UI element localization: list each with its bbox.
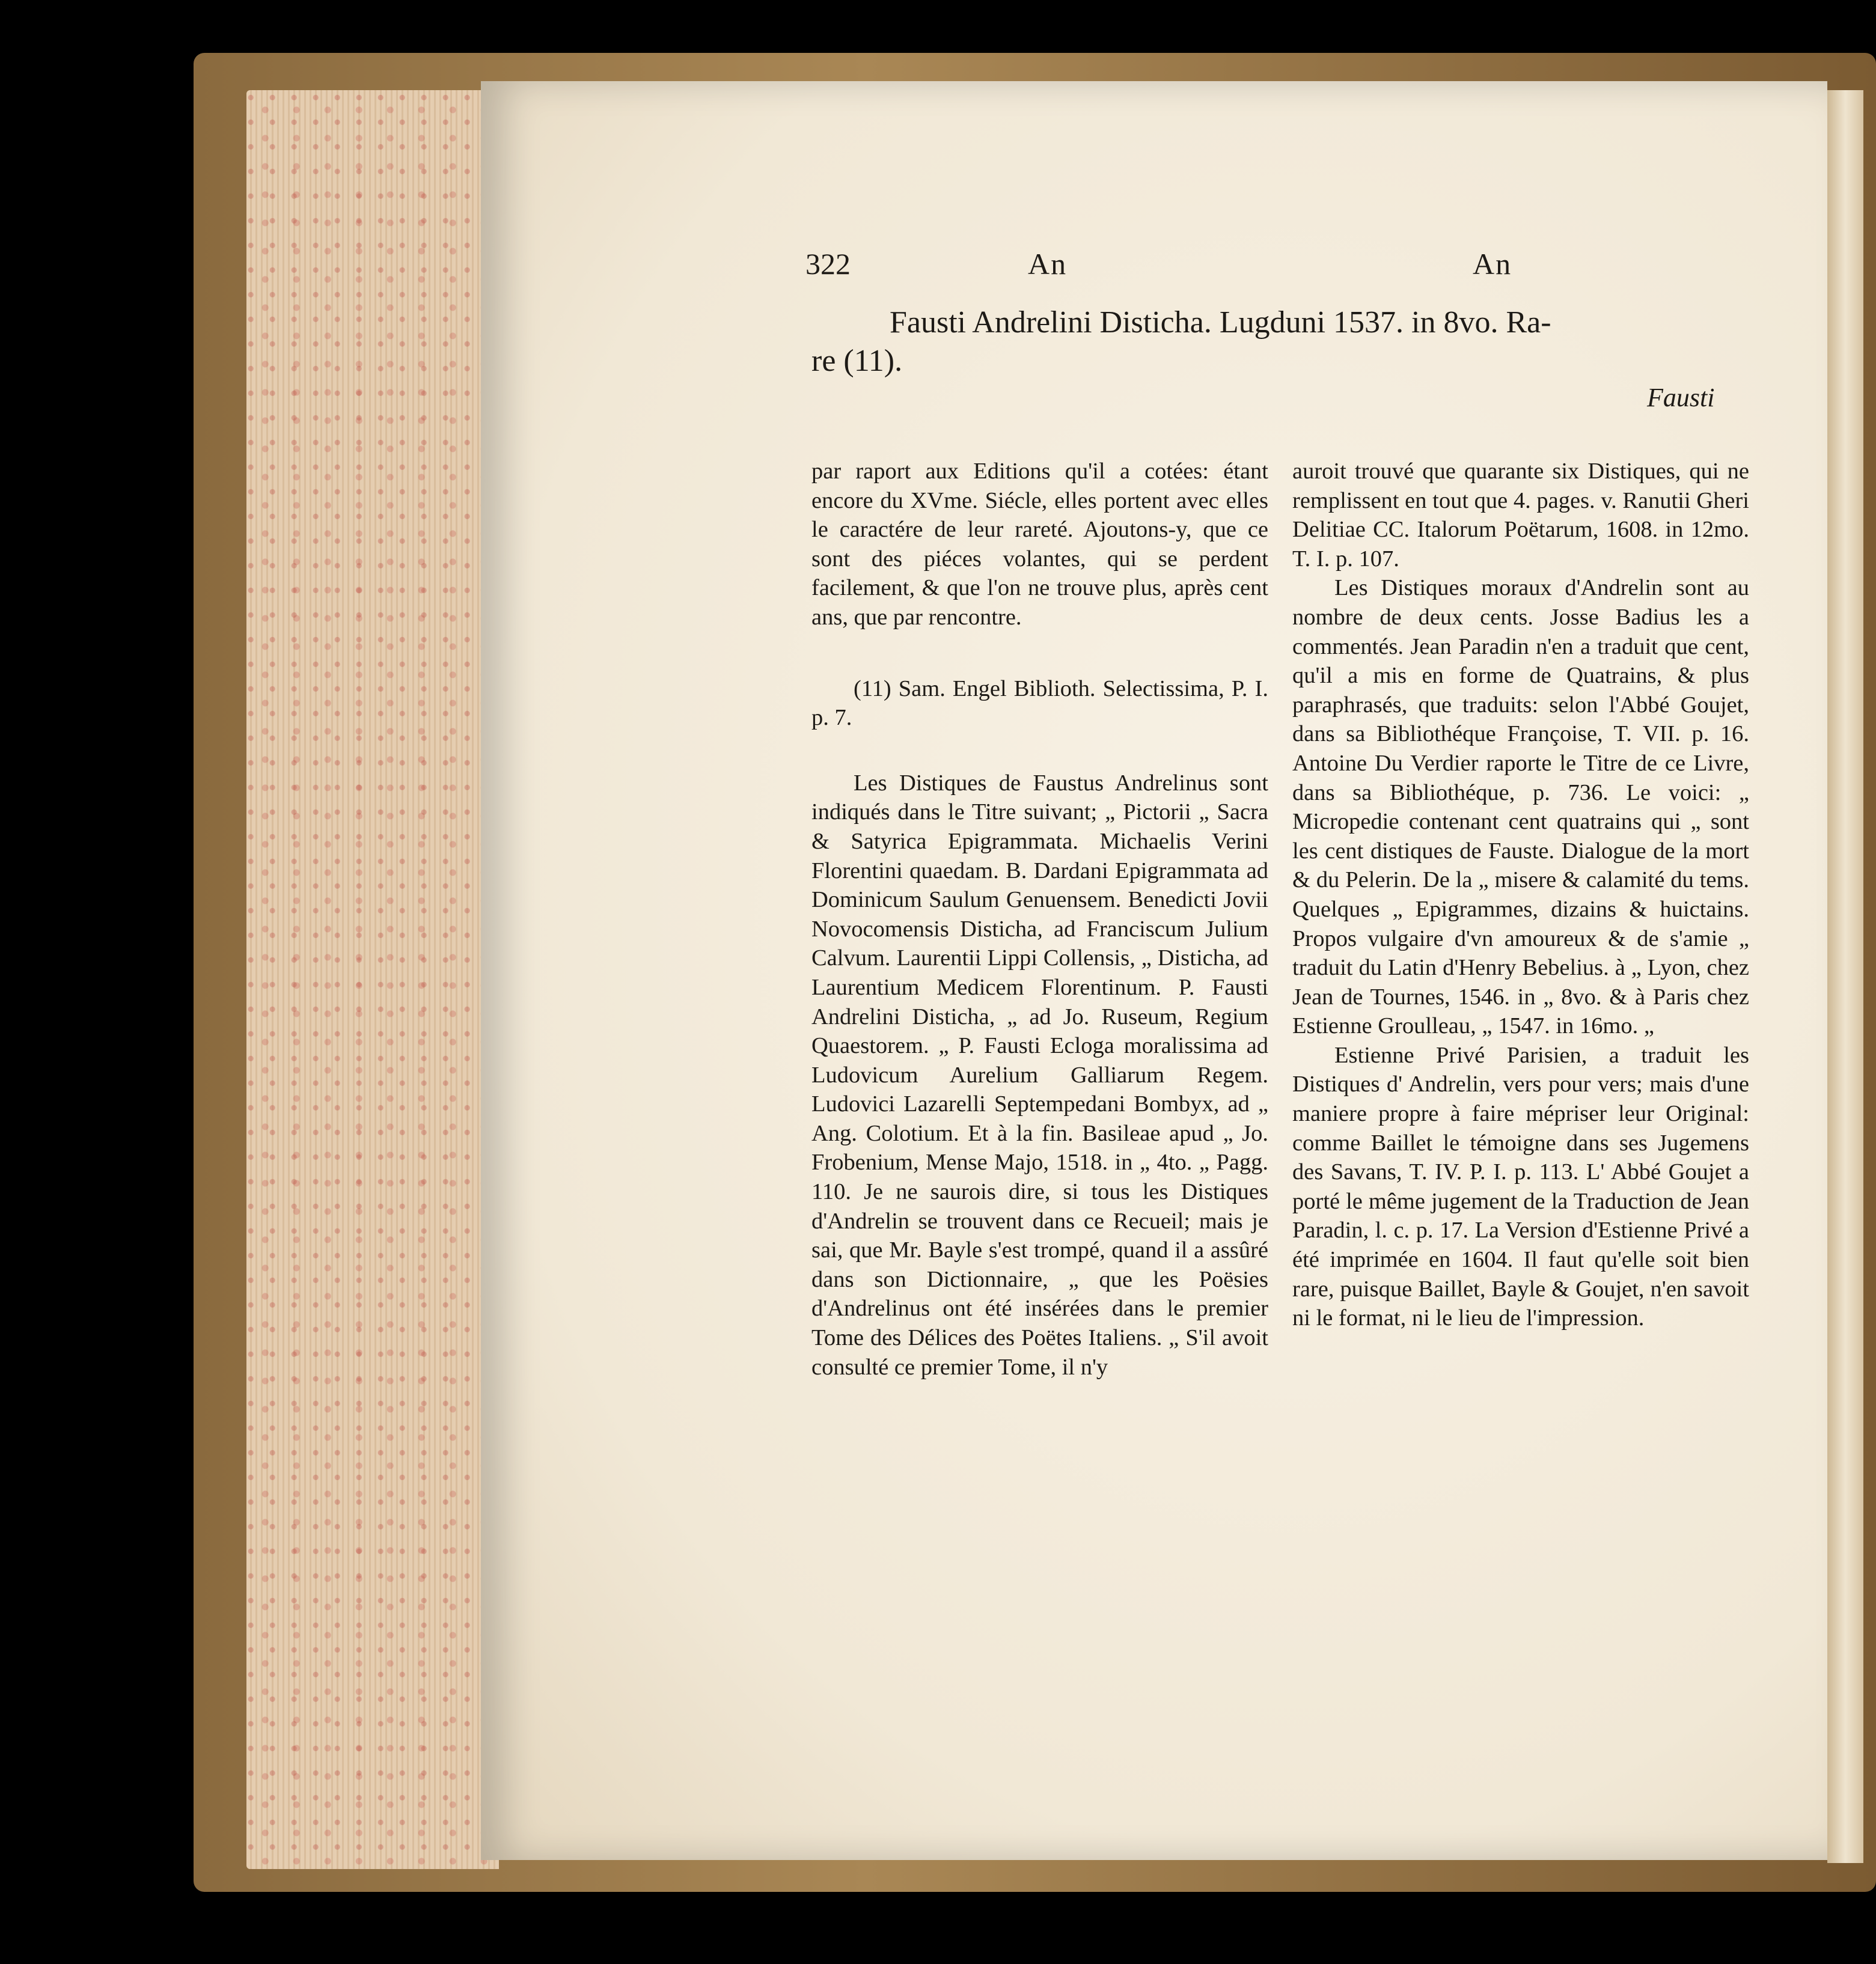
entry-title-line1: Fausti Andrelini Disticha. Lugduni 1537. in 8vo. Ra- xyxy=(890,305,1551,340)
right-paragraph-1: auroit trouvé que quarante six Distiques, qui ne remplissent en tout que 4. pages. v. Ranutii Gheri Delitiae CC. Italorum Poëtarum, 1608. in 12mo. T. I. p. 107. xyxy=(1292,459,1749,572)
footnote-11: (11) Sam. Engel Biblioth. Selectissima, P. I. p. 7. xyxy=(811,676,1268,731)
left-column xyxy=(811,457,1268,1382)
catchword: Fausti xyxy=(1647,383,1715,412)
right-column xyxy=(1292,457,1749,1333)
left-paragraph-2: Les Distiques de Faustus Andrelinus sont indiqués dans le Titre suivant; „ Pictorii „ Sacra & Satyrica Epigrammata. Michaelis Verini Florentini quaedam. B. Dardani Epigrammata ad Dominicum Saulum Genuensem. Benedicti Jovii Novocomensis Disticha, ad Franciscum Julium Calvum. Laurentii Lippi Collensis, „ Disticha, ad Laurentium Medicem Florentinum. P. Fausti Andrelini Disticha, „ ad Jo. Ruseum, Regium Quaestorem. „ P. Fausti Ecloga moralissima ad Ludovicum Aurelium Galliarum Regem. Ludovici Lazarelli Septempedani Bombyx, ad „ Ang. Colotium. Et à la fin. Basileae apud „ Jo. Frobenium, Mense Majo, 1518. in „ 4to. „ Pagg. 110. Je ne saurois dire, si tous les Distiques d'Andrelin se trouvent dans ce Recueil; mais je sai, que Mr. Bayle s'est trompé, quand il a assûré dans son Dictionnaire, „ que les Poësies d'Andrelinus ont été insérées dans le premier Tome des Délices des Poëtes Italiens. „ S'il avoit consulté ce premier Tome, il n'y xyxy=(811,770,1268,1380)
facing-page-edge xyxy=(1827,90,1863,1863)
page-block-edges xyxy=(246,90,499,1869)
right-paragraph-3: Estienne Privé Parisien, a traduit les Distiques d' Andrelin, vers pour vers; mais d'une maniere propre à faire mépriser leur Original: comme Baillet le témoigne dans ses Jugemens des Savans, T. IV. P. I. p. 113. L' Abbé Goujet a porté le même jugement de la Traduction de Jean Paradin, l. c. p. 17. La Version d'Estienne Privé a été imprimée en 1604. Il faut qu'elle soit bien rare, puisque Baillet, Bayle & Goujet, n'en savoit ni le format, ni le lieu de l'impression. xyxy=(1292,1042,1749,1331)
running-head-right: An xyxy=(1473,247,1512,281)
right-paragraph-2: Les Distiques moraux d'Andrelin sont au nombre de deux cents. Josse Badius les a commentés. Jean Paradin n'en a traduit que cent, qu'il a mis en forme de Quatrains, & plus paraphrasés, que traduits: selon l'Abbé Goujet, dans sa Bibliothéque Françoise, T. VII. p. 16. Antoine Du Verdier raporte le Titre de ce Livre, dans sa Bibliothéque, p. 736. Le voici: „ Micropedie contenant cent quatrains qui „ sont les cent distiques de Fauste. Dialogue de la mort & du Pelerin. De la „ misere & calamité du tems. Quelques „ Epigrammes, dizains & huictains. Propos vulgaire d'vn amoureux & de s'amie „ traduit du Latin d'Henry Bebelius. à „ Lyon, chez Jean de Tournes, 1546. in „ 8vo. & à Paris chez Estienne Groulleau, „ 1547. in 16mo. „ xyxy=(1292,575,1749,1039)
entry-title-line2: re (11). xyxy=(811,344,903,378)
left-paragraph-1: par raport aux Editions qu'il a cotées: étant encore du XVme. Siécle, elles portent avec elles le caractére de leur rareté. Ajoutons-y, que ce sont des piéces volantes, qui se perdent facilement, & que l'on ne trouve plus, après cent ans, que par rencontre. xyxy=(811,459,1268,630)
page-number: 322 xyxy=(805,247,851,281)
entry-title xyxy=(811,303,1749,380)
running-head-left: An xyxy=(1028,247,1068,281)
